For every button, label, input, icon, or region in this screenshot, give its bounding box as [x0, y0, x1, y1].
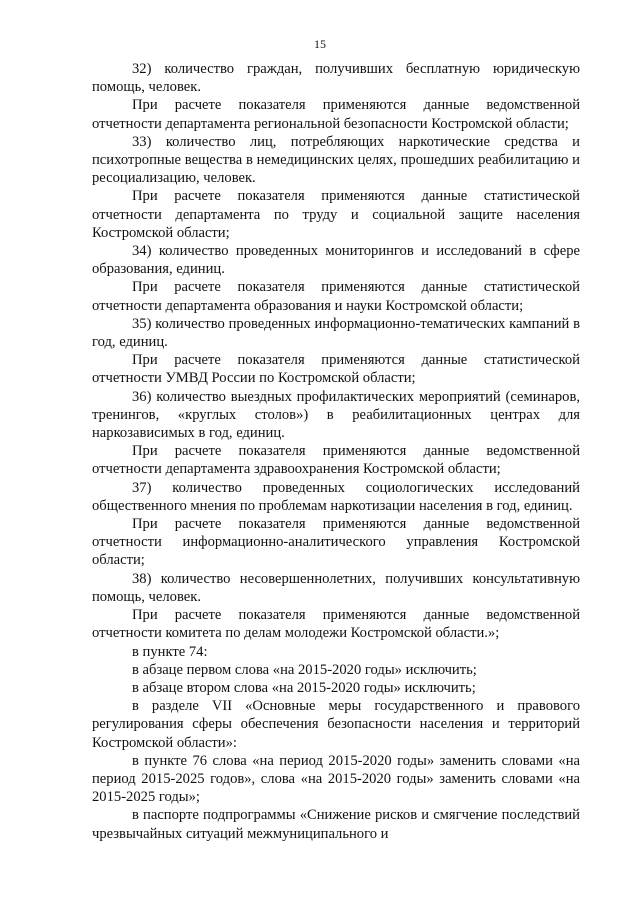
paragraph-amendment: в абзаце первом слова «на 2015-2020 годы» исключить;: [132, 661, 477, 678]
paragraph-calculation-note: При расчете показателя применяются данные ведомственной отчетности комитета по делам молодежи Костромской области.»;: [92, 607, 580, 642]
paragraph-item-32: 32) количество граждан, получивших бесплатную юридическую помощь, человек.: [92, 61, 580, 96]
paragraph-calculation-note: При расчете показателя применяются данные статистической отчетности департамента образования и науки Костромской области;: [92, 279, 580, 314]
paragraph-amendment: в разделе VII «Основные меры государственного и правового регулирования сферы обеспечения безопасности населения и территорий Костромской области»:: [92, 698, 580, 751]
paragraph-calculation-note: При расчете показателя применяются данные статистической отчетности УМВД России по Костромской области;: [92, 352, 580, 387]
page-number: 15: [314, 37, 326, 51]
paragraph-amendment: в пункте 74:: [132, 643, 208, 660]
paragraph-item-33: 33) количество лиц, потребляющих наркотические средства и психотропные вещества в немедицинских целях, прошедших реабилитацию и ресоциализацию, человек.: [92, 133, 580, 187]
paragraph-item-38: 38) количество несовершеннолетних, получивших консультативную помощь, человек.: [92, 570, 580, 605]
paragraph-amendment: в пункте 76 слова «на период 2015-2020 годы» заменить словами «на период 2015-2025 годов», слова «на 2015-2020 годы» заменить словами «на 2015-2025 годы»;: [92, 752, 580, 806]
paragraph-item-35: 35) количество проведенных информационно-тематических кампаний в год, единиц.: [92, 315, 580, 351]
paragraph-item-36: 36) количество выездных профилактических мероприятий (семинаров, тренингов, «круглых столов») в реабилитационных центрах для наркозависимых в год, единиц.: [92, 388, 580, 442]
paragraph-amendment: в абзаце втором слова «на 2015-2020 годы» исключить;: [132, 679, 476, 696]
paragraph-amendment: в паспорте подпрограммы «Снижение рисков и смягчение последствий чрезвычайных ситуаций межмуниципального и: [92, 807, 580, 842]
paragraph-item-37: 37) количество проведенных социологических исследований общественного мнения по проблемам наркотизации населения в год, единиц.: [92, 479, 580, 514]
paragraph-calculation-note: При расчете показателя применяются данные ведомственной отчетности департамента здравоохранения Костромской области;: [92, 443, 580, 478]
paragraph-calculation-note: При расчете показателя применяются данные ведомственной отчетности информационно-аналитического управления Костромской области;: [92, 516, 580, 569]
document-body: [92, 60, 580, 843]
paragraph-calculation-note: При расчете показателя применяются данные статистической отчетности департамента по труду и социальной защите населения Костромской области;: [92, 188, 580, 241]
paragraph-item-34: 34) количество проведенных мониторингов и исследований в сфере образования, единиц.: [92, 243, 580, 278]
paragraph-calculation-note: При расчете показателя применяются данные ведомственной отчетности департамента региональной безопасности Костромской области;: [92, 97, 580, 132]
